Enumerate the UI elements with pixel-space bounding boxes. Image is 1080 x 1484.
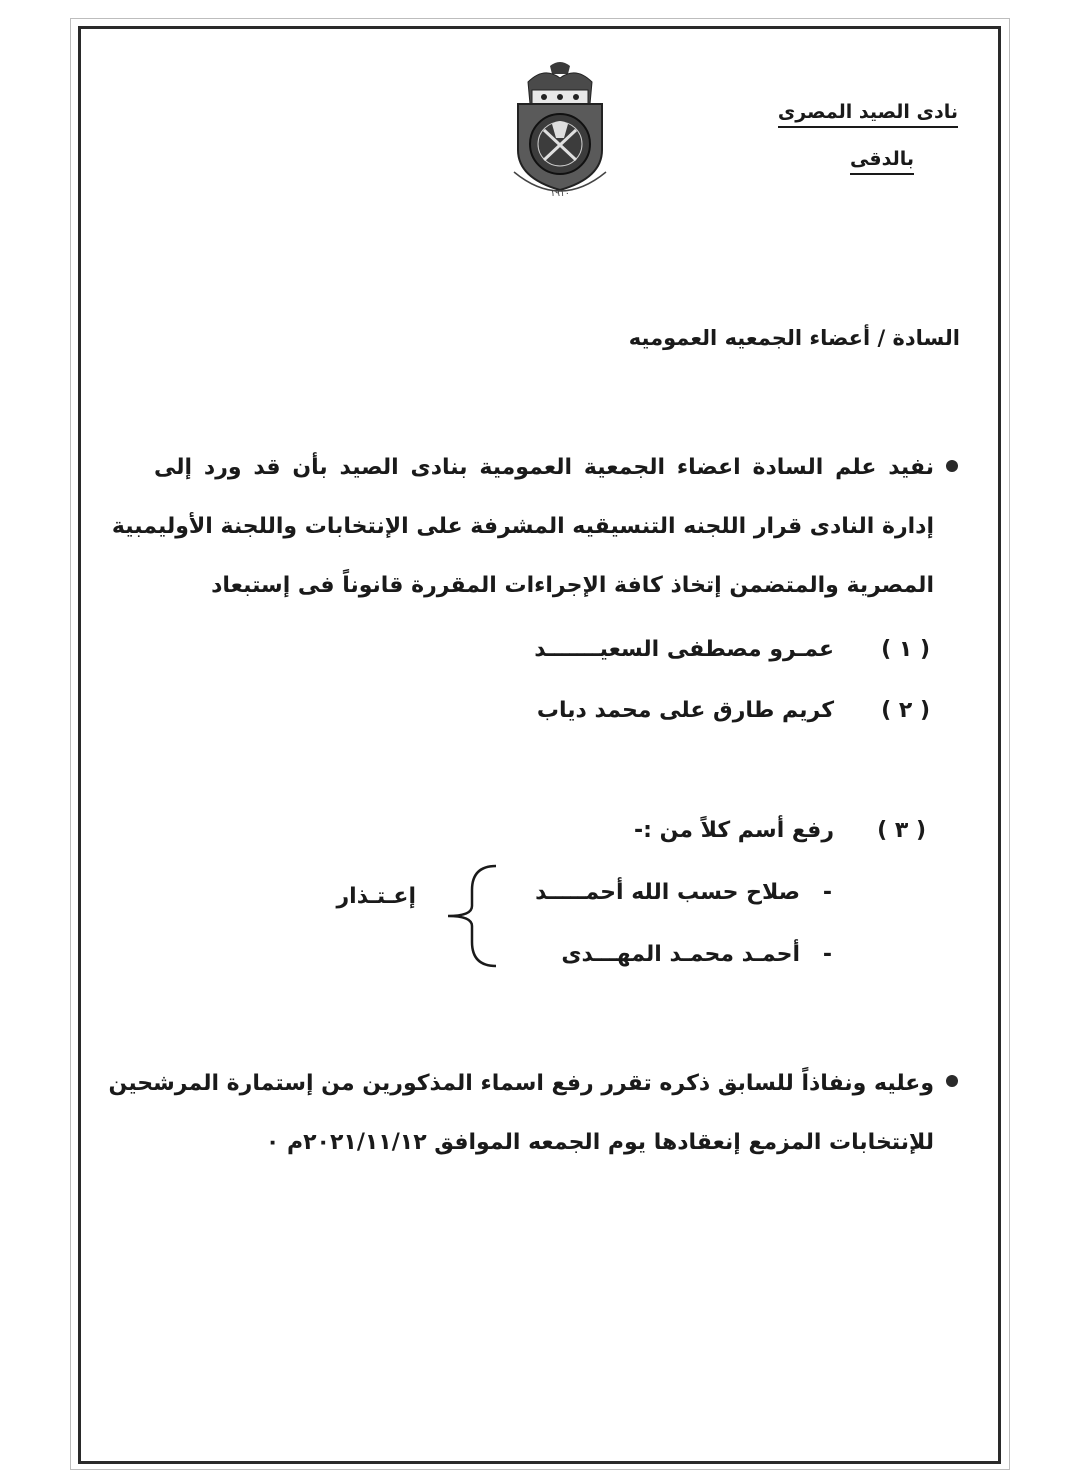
list-dash: - — [822, 942, 832, 967]
item-3-label: رفع أسم كلاً من :- — [633, 818, 834, 843]
paragraph-line: إدارة النادى قرار اللجنه التنسيقيه المشرفة على الإنتخابات واللجنة الأوليمبية — [111, 514, 934, 539]
withdrawn-member-name: أحمـد محمـد المهـــدى — [561, 942, 800, 967]
list-dash: - — [822, 880, 832, 905]
withdrawal-reason: إعـتـذار — [336, 884, 416, 909]
item-number: ( ٢ ) — [881, 698, 930, 723]
paragraph-line: للإنتخابات المزمع إنعقادها يوم الجمعه الموافق ٢٠٢١/١١/١٢م ٠ — [265, 1130, 934, 1155]
decision-paragraph — [108, 1054, 934, 1174]
paragraph-line: المصرية والمتضمن إتخاذ كافة الإجراءات المقررة قانوناً فى إستبعاد — [211, 573, 934, 598]
addressee: السادة / أعضاء الجمعيه العموميه — [628, 326, 960, 350]
club-name: نادى الصيد المصرى — [778, 101, 958, 128]
logo-year: ١٩١٠ — [550, 189, 570, 199]
notice-paragraph — [111, 438, 934, 618]
item-number: ( ١ ) — [881, 637, 930, 662]
curly-brace-icon — [444, 862, 500, 970]
item-number: ( ٣ ) — [877, 818, 926, 843]
page-border — [78, 26, 1001, 1464]
paragraph-line: نفيد علم السادة اعضاء الجمعية العمومية بنادى الصيد بأن قد ورد إلى — [154, 455, 934, 480]
bullet-icon — [946, 460, 958, 472]
withdrawn-member-name: صلاح حسب الله أحمـــــد — [535, 880, 800, 905]
excluded-member-name: كريم طارق على محمد دياب — [536, 698, 834, 723]
paragraph-line: وعليه ونفاذاً للسابق ذكره تقرر رفع اسماء المذكورين من إستمارة المرشحين — [108, 1071, 934, 1096]
excluded-member-name: عمـرو مصطفى السعيـــــــد — [534, 637, 834, 662]
club-seal-icon — [498, 60, 622, 200]
club-location: بالدقى — [850, 148, 914, 175]
bullet-icon — [946, 1075, 958, 1087]
